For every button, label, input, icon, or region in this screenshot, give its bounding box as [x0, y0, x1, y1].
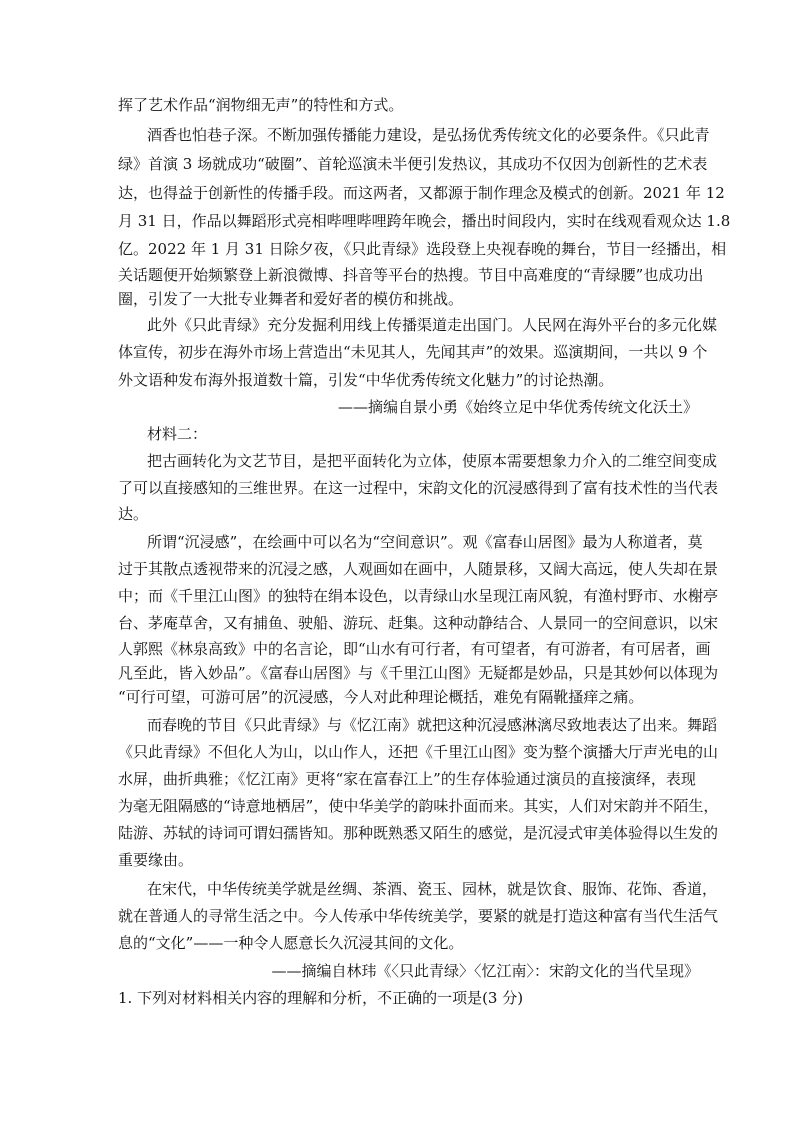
section-heading: 材料二： — [147, 425, 208, 443]
text-line: 挥了艺术作品“润物细无声”的特性和方式。 — [118, 96, 404, 114]
text-line: 过于其散点透视带来的沉浸之感，人观画如在画中，人随景移，又阔大高远，使人失却在景 — [118, 560, 719, 578]
text-line: 外文语种发布海外报道数十篇，引发“中华优秀传统文化魅力”的讨论热潮。 — [118, 371, 614, 389]
text-line: 《只此青绿》不但化人为山，以山作人，还把《千里江山图》变为整个演播大厅声光电的山 — [118, 743, 719, 761]
text-line: 台、茅庵草舍，又有捕鱼、驶船、游玩、赶集。这种动静结合、人景同一的空间意识，以宋 — [118, 614, 719, 632]
text-line: 达，也得益于创新性的传播手段。而这两者，又都源于制作理念及模式的创新。2021 年 12 — [118, 184, 725, 202]
source-citation: ——摘编自景小勇《始终立足中华优秀传统文化沃土》 — [337, 398, 698, 416]
text-line: 中；而《千里江山图》的独特在绢本设色，以青绿山水呈现江南风貌，有渔村野市、水榭亭 — [118, 587, 719, 605]
text-line: 此外《只此青绿》充分发掘利用线上传播渠道走出国门。人民网在海外平台的多元化媒 — [147, 316, 718, 334]
text-line: 所谓“沉浸感”，在绘画中可以名为“空间意识”。观《富春山居图》最为人称道者，莫 — [147, 533, 703, 551]
text-line: 就在普通人的寻常生活之中。今人传承中华传统美学，要紧的就是打造这种富有当代生活气 — [118, 907, 719, 925]
text-line: 达。 — [118, 505, 149, 523]
text-line: 重要缘由。 — [118, 851, 194, 869]
text-line: 在宋代，中华传统美学就是丝绸、茶酒、瓷玉、园林，就是饮食、服饰、花饰、香道， — [147, 880, 718, 898]
text-line: 月 31 日，作品以舞蹈形式亮相哔哩哔哩跨年晚会，播出时间段内，实时在线观看观众达 1.8 — [118, 212, 731, 230]
text-line: 为毫无阻隔感的“诗意地栖居”，使中华美学的韵味扑面而来。其实，人们对宋韵并不陌生， — [118, 797, 719, 815]
text-line: 凡至此，皆入妙品”。《富春山居图》与《千里江山图》无疑都是妙品，只是其妙何以体现为 — [118, 664, 719, 682]
question-text: 1. 下列对材料相关内容的理解和分析，不正确的一项是(3 分) — [118, 989, 524, 1007]
text-line: 绿》首演 3 场就成功“破圈”、首轮巡演未半便引发热议，其成功不仅因为创新性的艺术表 — [118, 155, 708, 173]
text-line: 圈，引发了一大批专业舞者和爱好者的模仿和挑战。 — [118, 290, 464, 308]
text-line: 酒香也怕巷子深。不断加强传播能力建设，是弘扬优秀传统文化的必要条件。《只此青 — [147, 126, 710, 144]
text-line: 人郭熙《林泉高致》中的名言论，即“山水有可行者，有可望者，有可游者，有可居者，画 — [118, 640, 711, 658]
text-line: 体宣传，初步在海外市场上营造出“未见其人，先闻其声”的效果。巡演期间，一共以 9 个 — [118, 343, 708, 361]
text-line: 把古画转化为文艺节目，是把平面转化为立体，使原本需要想象力介入的二维空间变成 — [147, 452, 718, 470]
text-line: 息的“文化”——一种令人愿意长久沉浸其间的文化。 — [118, 934, 464, 952]
text-line: 亿。2022 年 1 月 31 日除夕夜，《只此青绿》选段登上央视春晚的舞台，节目一经播出，相 — [118, 240, 727, 258]
source-citation: ——摘编自林玮《〈只此青绿〉〈忆江南〉：宋韵文化的当代呈现》 — [271, 962, 699, 980]
text-line: “可行可望，可游可居”的沉浸感，今人对此种理论概括，难免有隔靴搔痒之痛。 — [118, 688, 644, 706]
text-line: 陆游、苏轼的诗词可谓妇孺皆知。那种既熟悉又陌生的感觉，是沉浸式审美体验得以生发的 — [118, 824, 719, 842]
text-line: 水屏，曲折典雅；《忆江南》更将“家在富春江上”的生存体验通过演员的直接演绎，表现 — [118, 770, 696, 788]
text-line: 关话题便开始频繁登上新浪微博、抖音等平台的热搜。节目中高难度的“青绿腰”也成功出 — [118, 266, 704, 284]
text-line: 了可以直接感知的三维世界。在这一过程中，宋韵文化的沉浸感得到了富有技术性的当代表 — [118, 479, 719, 497]
text-line: 而春晚的节目《只此青绿》与《忆江南》就把这种沉浸感淋漓尽致地表达了出来。舞蹈 — [147, 716, 718, 734]
